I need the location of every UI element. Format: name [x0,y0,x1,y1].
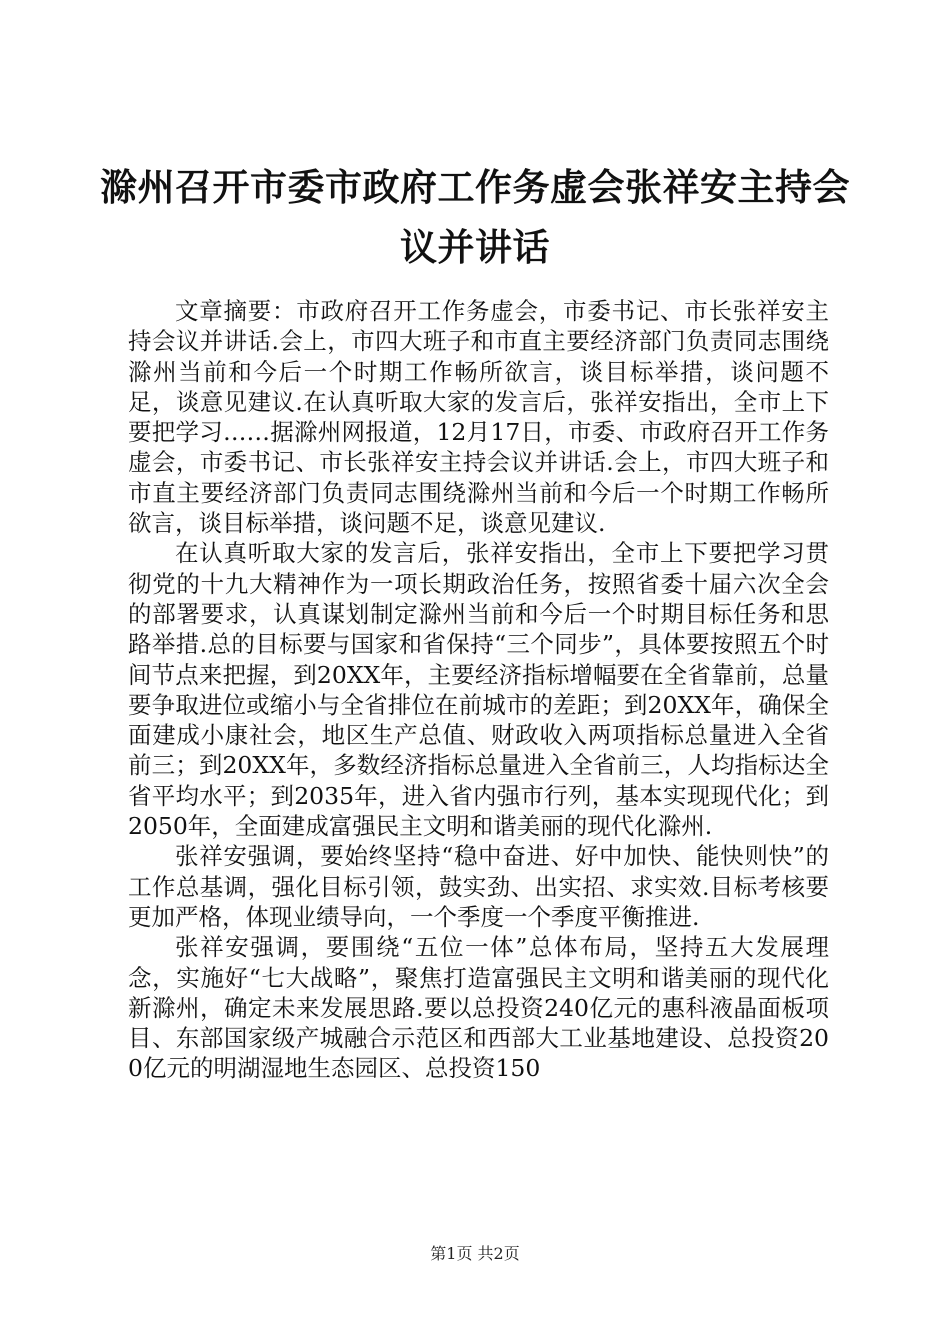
document-title: 滁州召开市委市政府工作务虚会张祥安主持会议并讲话 [100,166,850,269]
paragraph-development: 张祥安强调，要围绕“五位一体”总体布局，坚持五大发展理念，实施好“七大战略”，聚焦打造富强民主文明和谐美丽的现代化新滁州，确定未来发展思路.要以总投资240亿元的惠科液晶面板项目、东部国家级产城融合示范区和西部大工业基地建设、总投资200亿元的明湖湿地生态园区、总投资150 [128,933,829,1083]
paragraph-work-tone: 张祥安强调，要始终坚持“稳中奋进、好中加快、能快则快”的工作总基调，强化目标引领，鼓实劲、出实招、求实效.目标考核要更加严格，体现业绩导向，一个季度一个季度平衡推进. [128,842,829,931]
paragraph-goals: 在认真听取大家的发言后，张祥安指出，全市上下要把学习贯彻党的十九大精神作为一项长期政治任务，按照省委十届六次全会的部署要求，认真谋划制定滁州当前和今后一个时期目标任务和思路举措.总的目标要与国家和省保持“三个同步”，具体要按照五个时间节点来把握，到20XX年，主要经济指标增幅要在全省靠前，总量要争取进位或缩小与全省排位在前城市的差距；到20XX年，确保全面建成小康社会，地区生产总值、财政收入两项指标总量进入全省前三；到20XX年，多数经济指标总量进入全省前三，人均指标达全省平均水平；到2035年，进入省内强市行列，基本实现现代化；到2050年，全面建成富强民主文明和谐美丽的现代化滁州. [128,539,829,841]
document-body [128,296,829,1084]
paragraph-summary: 文章摘要：市政府召开工作务虚会，市委书记、市长张祥安主持会议并讲话.会上，市四大班子和市直主要经济部门负责同志围绕滁州当前和今后一个时期工作畅所欲言，谈目标举措，谈问题不足，谈意见建议.在认真听取大家的发言后，张祥安指出，全市上下要把学习……据滁州网报道，12月17日，市委、市政府召开工作务虚会，市委书记、市长张祥安主持会议并讲话.会上，市四大班子和市直主要经济部门负责同志围绕滁州当前和今后一个时期工作畅所欲言，谈目标举措，谈问题不足，谈意见建议. [128,297,829,538]
page-number: 第1页 共2页 [430,1244,520,1263]
